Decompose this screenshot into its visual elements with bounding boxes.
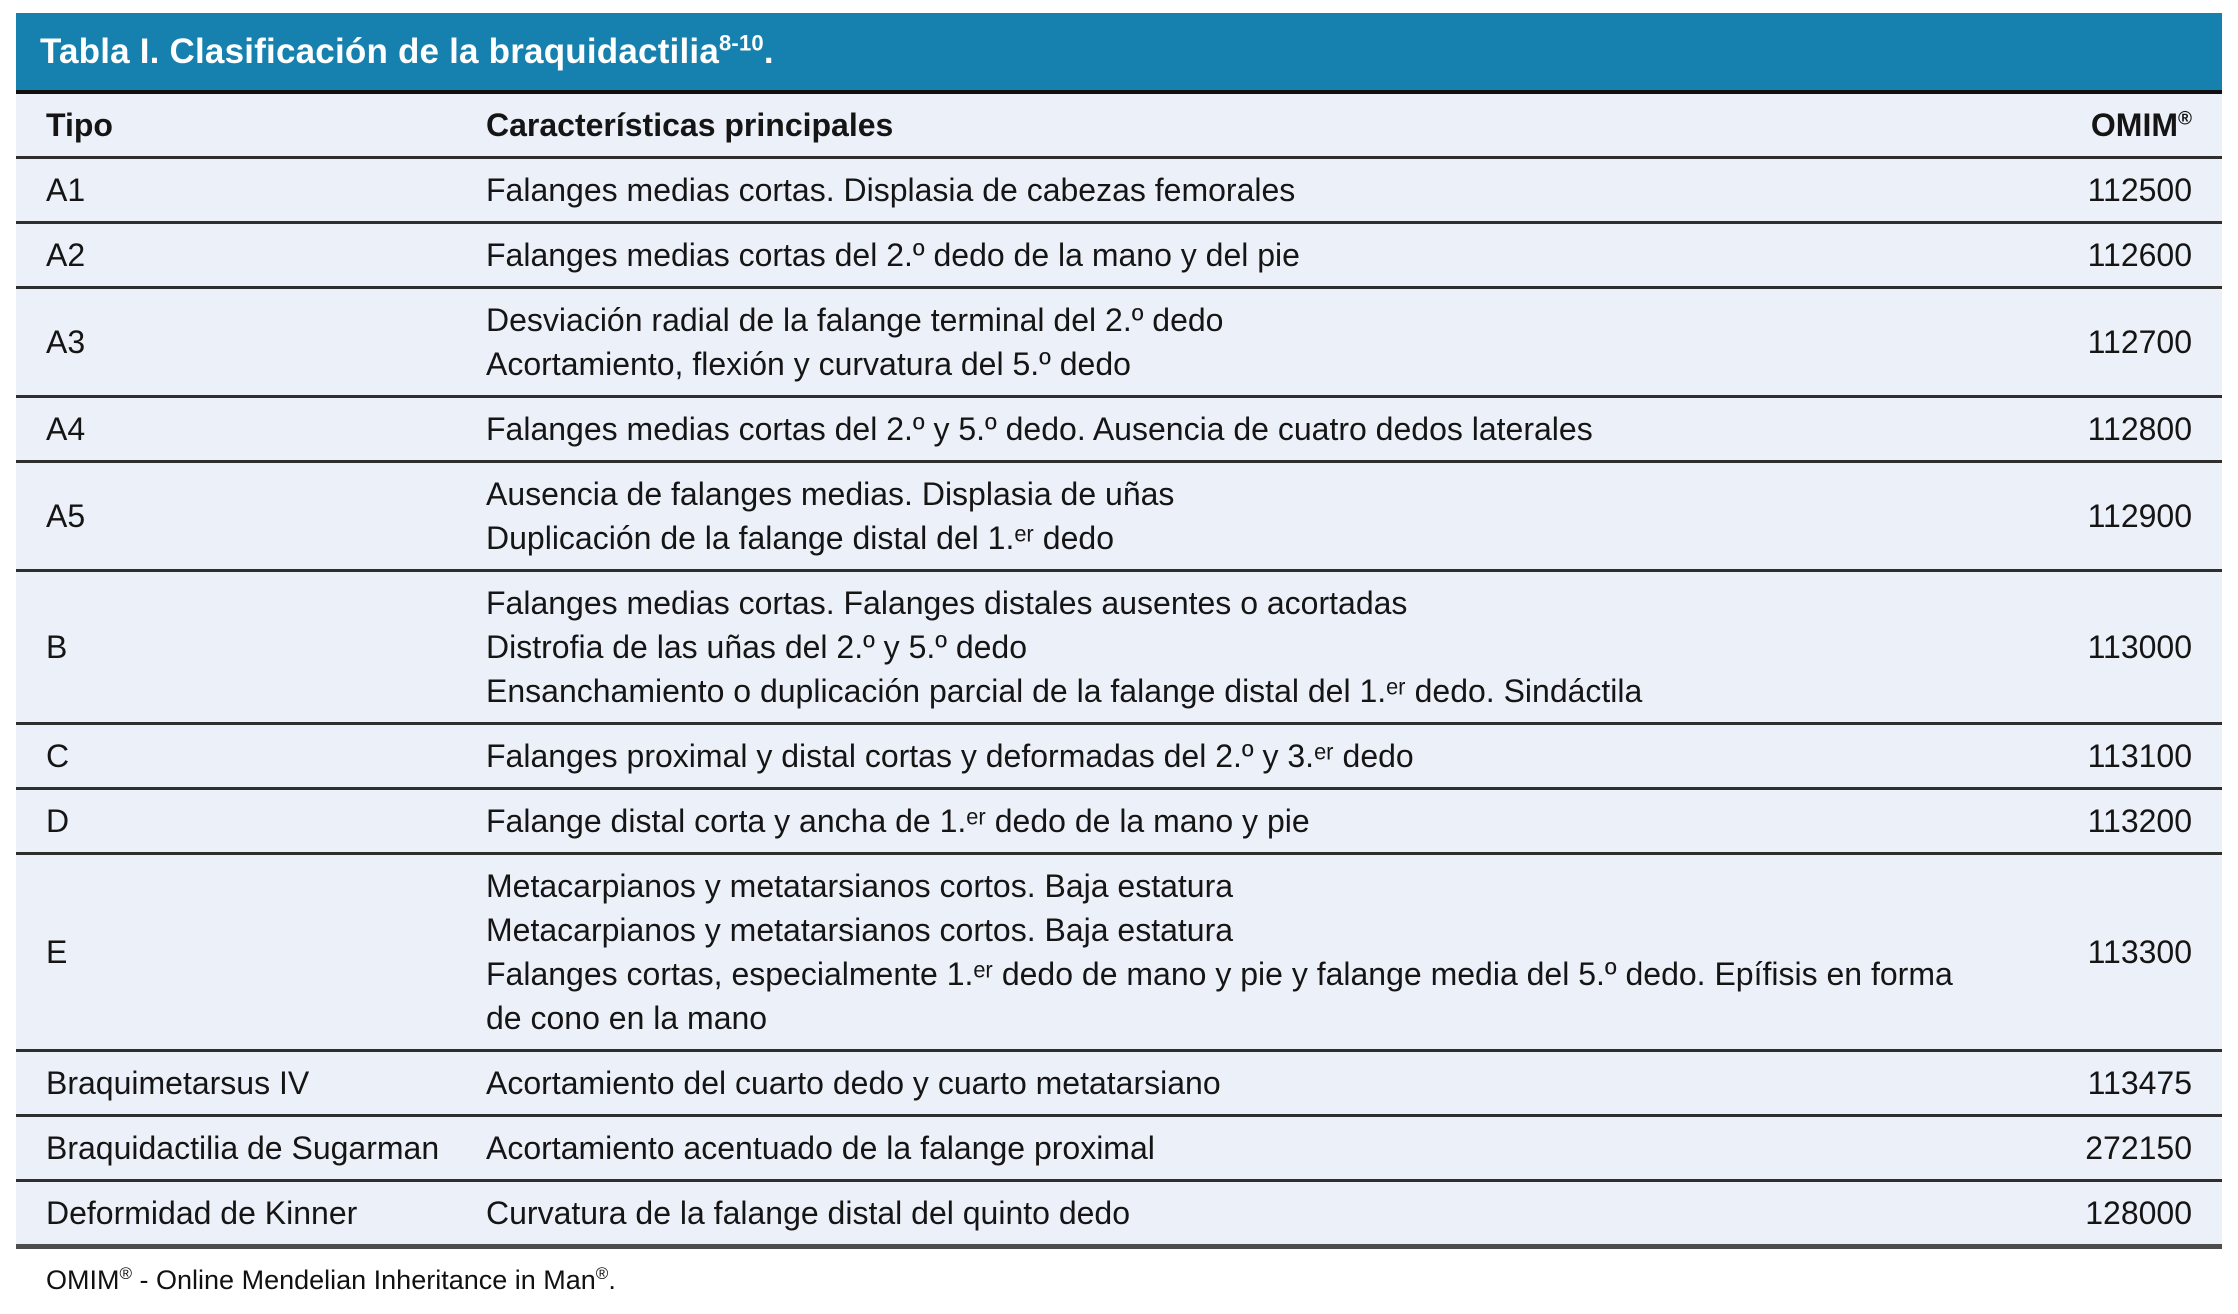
tipo-cell: A5 bbox=[46, 498, 86, 534]
caracteristicas-cell bbox=[486, 799, 2022, 843]
column-header-tipo: Tipo bbox=[46, 107, 113, 143]
caracteristica-line: Acortamiento, flexión y curvatura del 5.º dedo bbox=[486, 346, 1131, 382]
omim-cell: 272150 bbox=[2085, 1130, 2192, 1166]
omim-cell: 112500 bbox=[2087, 172, 2192, 208]
caracteristica-line: Metacarpianos y metatarsianos cortos. Baja estatura bbox=[486, 868, 1234, 904]
caracteristicas-cell bbox=[486, 581, 2022, 713]
table-row bbox=[16, 1114, 2222, 1179]
tipo-cell: E bbox=[46, 934, 68, 970]
omim-registered-icon: ® bbox=[2178, 108, 2192, 130]
caracteristica-line: Falanges medias cortas. Displasia de cabezas femorales bbox=[486, 172, 1296, 208]
caracteristica-line: Falanges medias cortas del 2.º y 5.º dedo. Ausencia de cuatro dedos laterales bbox=[486, 411, 1593, 447]
tipo-cell: A4 bbox=[46, 411, 86, 447]
omim-cell: 113000 bbox=[2087, 629, 2192, 665]
omim-cell: 113475 bbox=[2087, 1065, 2192, 1101]
caracteristicas-cell bbox=[486, 407, 2022, 451]
tipo-cell: A1 bbox=[46, 172, 86, 208]
caracteristica-line: Metacarpianos y metatarsianos cortos. Baja estatura bbox=[486, 912, 1234, 948]
table-row bbox=[16, 852, 2222, 1049]
table-header-row bbox=[16, 90, 2222, 156]
tipo-cell: B bbox=[46, 629, 68, 665]
table-title-suffix: . bbox=[763, 32, 774, 71]
table-footnote bbox=[16, 1249, 2222, 1297]
tipo-cell: Braquimetarsus IV bbox=[46, 1065, 310, 1101]
table-row bbox=[16, 286, 2222, 395]
tipo-cell: A2 bbox=[46, 237, 86, 273]
table-row bbox=[16, 395, 2222, 460]
footnote-text: - Online Mendelian Inheritance in Man bbox=[132, 1265, 596, 1295]
table-row bbox=[16, 787, 2222, 852]
caracteristica-line: Falanges cortas, especialmente 1.ᵉʳ dedo de mano y pie y falange media del 5.º dedo. Epífisis en forma de cono en la mano bbox=[486, 956, 1953, 1036]
caracteristica-line: Acortamiento acentuado de la falange proximal bbox=[486, 1130, 1155, 1166]
table-row bbox=[16, 722, 2222, 787]
table-row bbox=[16, 221, 2222, 286]
omim-cell: 113300 bbox=[2087, 934, 2192, 970]
tipo-cell: D bbox=[46, 803, 70, 839]
table-row bbox=[16, 460, 2222, 569]
omim-cell: 128000 bbox=[2085, 1195, 2192, 1231]
caracteristicas-cell bbox=[486, 1191, 2022, 1235]
table-body bbox=[16, 156, 2222, 1244]
table-row bbox=[16, 1179, 2222, 1244]
caracteristicas-cell bbox=[486, 168, 2022, 212]
table-row bbox=[16, 569, 2222, 722]
column-header-omim bbox=[2022, 103, 2222, 147]
omim-cell: 113200 bbox=[2087, 803, 2192, 839]
omim-cell: 112800 bbox=[2087, 411, 2192, 447]
tipo-cell: Deformidad de Kinner bbox=[46, 1195, 358, 1231]
omim-header-label: OMIM bbox=[2090, 107, 2178, 143]
table-title-bar bbox=[16, 13, 2222, 90]
classification-table bbox=[16, 90, 2222, 1249]
caracteristicas-cell bbox=[486, 734, 2022, 778]
tipo-cell: A3 bbox=[46, 324, 86, 360]
column-header-caracteristicas: Características principales bbox=[486, 106, 894, 143]
caracteristica-line: Distrofia de las uñas del 2.º y 5.º dedo bbox=[486, 629, 1028, 665]
caracteristica-line: Falanges medias cortas del 2.º dedo de la mano y del pie bbox=[486, 237, 1300, 273]
omim-cell: 112900 bbox=[2087, 498, 2192, 534]
footnote-omim-label: OMIM bbox=[46, 1265, 120, 1295]
omim-cell: 112700 bbox=[2087, 324, 2192, 360]
caracteristicas-cell bbox=[486, 233, 2022, 277]
caracteristica-line: Curvatura de la falange distal del quinto dedo bbox=[486, 1195, 1130, 1231]
table-title: Tabla I. Clasificación de la braquidactilia bbox=[40, 32, 719, 71]
caracteristica-line: Falange distal corta y ancha de 1.ᵉʳ dedo de la mano y pie bbox=[486, 803, 1310, 839]
caracteristicas-cell bbox=[486, 1126, 2022, 1170]
caracteristicas-cell bbox=[486, 864, 2022, 1040]
tipo-cell: C bbox=[46, 738, 70, 774]
caracteristica-line: Ensanchamiento o duplicación parcial de la falange distal del 1.ᵉʳ dedo. Sindáctila bbox=[486, 673, 1643, 709]
caracteristica-line: Duplicación de la falange distal del 1.ᵉʳ dedo bbox=[486, 520, 1114, 556]
caracteristicas-cell bbox=[486, 1061, 2022, 1105]
caracteristica-line: Falanges proximal y distal cortas y deformadas del 2.º y 3.ᵉʳ dedo bbox=[486, 738, 1414, 774]
omim-cell: 113100 bbox=[2087, 738, 2192, 774]
registered-icon: ® bbox=[595, 1264, 609, 1283]
caracteristica-line: Acortamiento del cuarto dedo y cuarto metatarsiano bbox=[486, 1065, 1221, 1101]
title-reference-superscript: 8-10 bbox=[718, 30, 764, 56]
caracteristica-line: Ausencia de falanges medias. Displasia de uñas bbox=[486, 476, 1175, 512]
caracteristicas-cell bbox=[486, 298, 2022, 386]
tipo-cell: Braquidactilia de Sugarman bbox=[46, 1130, 440, 1166]
footnote-period: . bbox=[608, 1265, 616, 1295]
caracteristicas-cell bbox=[486, 472, 2022, 560]
table-row bbox=[16, 1049, 2222, 1114]
table-row bbox=[16, 156, 2222, 221]
omim-cell: 112600 bbox=[2087, 237, 2192, 273]
registered-icon: ® bbox=[119, 1264, 133, 1283]
caracteristica-line: Desviación radial de la falange terminal del 2.º dedo bbox=[486, 302, 1224, 338]
caracteristica-line: Falanges medias cortas. Falanges distales ausentes o acortadas bbox=[486, 585, 1408, 621]
